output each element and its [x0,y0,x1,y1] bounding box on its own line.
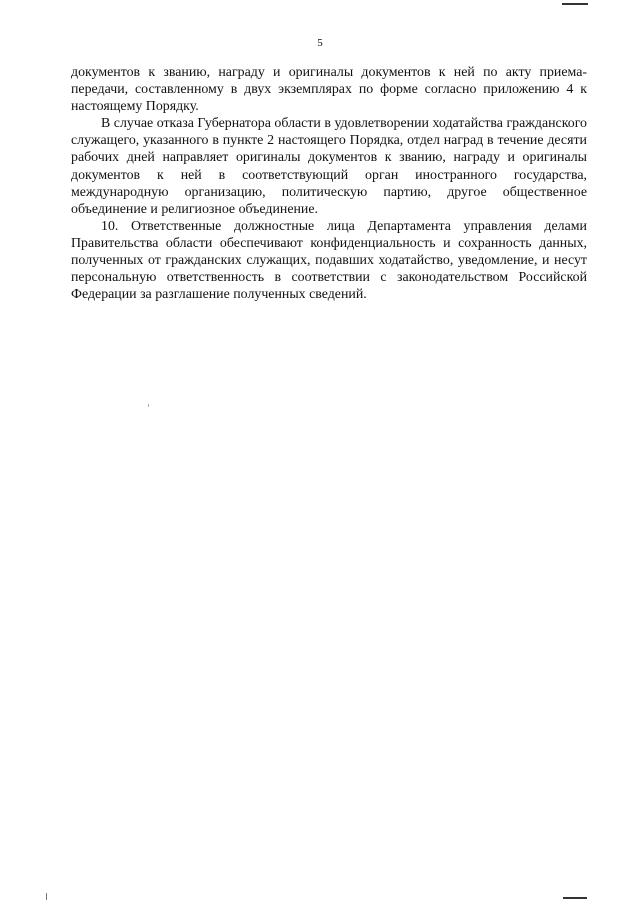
paragraph-refusal-case: В случае отказа Губернатора области в удовлетворении ходатайства гражданского служащего, указанного в пункте 2 настоящего Порядка, отдел наград в течение десяти рабочих дней направляет оригиналы документов к званию, награду и оригиналы документов к ней в соответствующий орган иностранного государства, международную организацию, политическую партию, другое общественное объединение и религиозное объединение. [71,116,587,217]
scan-mark-top-right [562,3,588,5]
scan-artifact-dot [148,404,149,407]
paragraph-item-10: 10. Ответственные должностные лица Департамента управления делами Правительства области обеспечивают конфиденциальность и сохранность данных, полученных от гражданских служащих, подавших ходатайство, уведомление, и несут персональную ответственность в соответствии с законодательством Российской Федерации за разглашение полученных сведений. [71,218,587,303]
scan-mark-bottom-right [563,897,587,899]
document-body [71,64,587,303]
scan-mark-bottom-left [46,893,47,900]
paragraph-continuation: документов к званию, награду и оригиналы документов к ней по акту приема-передачи, составленному в двух экземплярах по форме согласно приложению 4 к настоящему Порядку. [71,65,587,115]
page-number: 5 [317,37,323,49]
